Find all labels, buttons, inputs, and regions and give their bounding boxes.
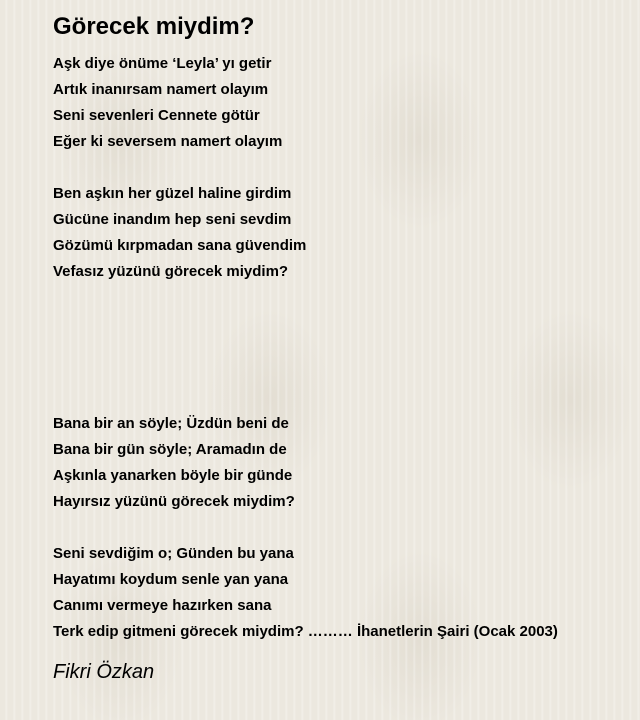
poem-line: Hayatımı koydum senle yan yana (53, 571, 289, 588)
stanza-4 (53, 541, 558, 645)
poem-line: Bana bir gün söyle; Aramadın de (53, 441, 287, 458)
poem-line: Gözümü kırpmadan sana güvendim (53, 237, 307, 254)
poem-title: Görecek miydim? (53, 13, 255, 40)
poem-line: Hayırsız yüzünü görecek miydim? (53, 493, 295, 510)
poem-line: Eğer ki seversem namert olayım (53, 133, 283, 150)
poem-author: Fikri Özkan (53, 661, 155, 683)
poem-line: Canımı vermeye hazırken sana (53, 597, 272, 614)
poem-line: Seni sevdiğim o; Günden bu yana (53, 545, 294, 562)
stanza-1 (53, 51, 282, 155)
poem-line: Bana bir an söyle; Üzdün beni de (53, 415, 289, 432)
poem-line: Aşkınla yanarken böyle bir günde (53, 467, 293, 484)
poem-line: Aşk diye önüme ‘Leyla’ yı getir (53, 55, 272, 72)
poem-line: Terk edip gitmeni görecek miydim? ……… İhanetlerin Şairi (Ocak 2003) (53, 623, 558, 640)
stanza-2 (53, 181, 306, 285)
poem-line: Artık inanırsam namert olayım (53, 81, 269, 98)
poem-line: Seni sevenleri Cennete götür (53, 107, 260, 124)
poem-line: Gücüne inandım hep seni sevdim (53, 211, 292, 228)
poem-line: Vefasız yüzünü görecek miydim? (53, 263, 289, 280)
poem-line: Ben aşkın her güzel haline girdim (53, 185, 292, 202)
stanza-3 (53, 411, 295, 515)
